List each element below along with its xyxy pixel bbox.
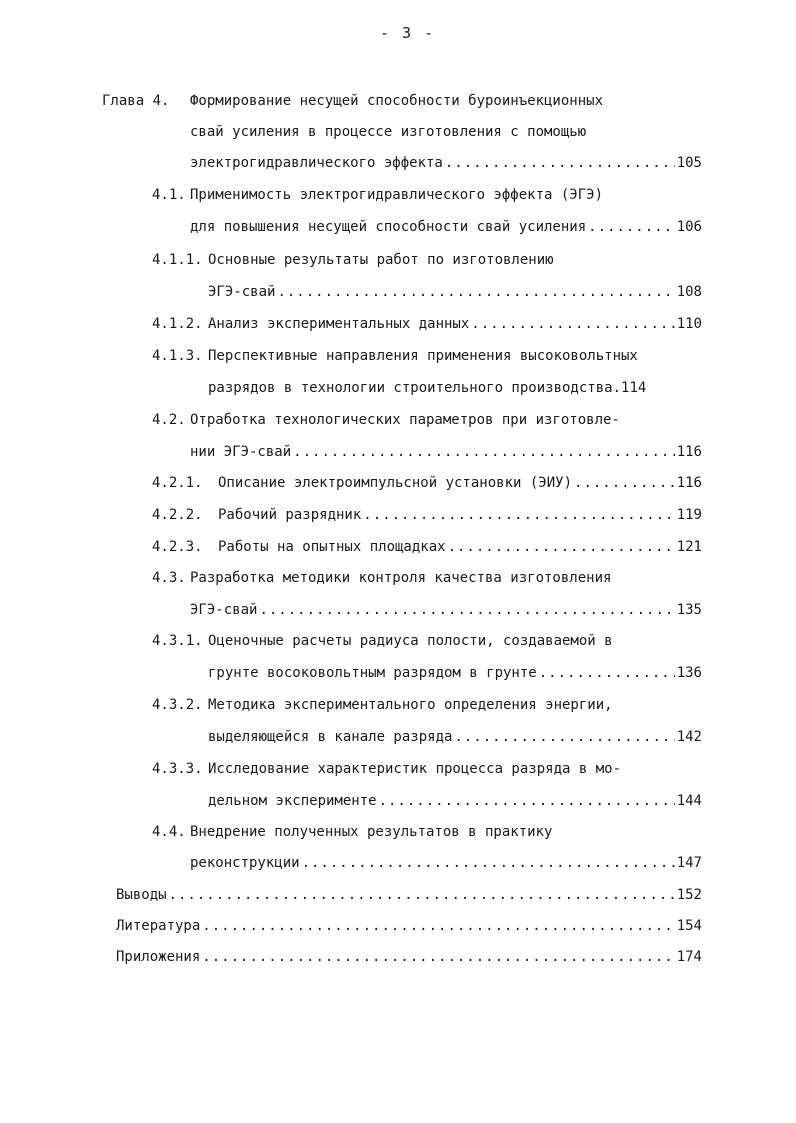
page-ref: 147 bbox=[676, 855, 702, 871]
toc-entry-appendices bbox=[116, 946, 702, 968]
toc-entry-4-3-2 bbox=[208, 726, 702, 748]
section-title-line-1: Основные результаты работ по изготовлению bbox=[208, 252, 554, 268]
dot-leader bbox=[445, 152, 675, 174]
dot-leader bbox=[539, 662, 675, 684]
section-title-line-1: Разработка методики контроля качества изготовления bbox=[190, 570, 612, 586]
section-number: 4.2.3. bbox=[152, 539, 203, 555]
page-ref: 174 bbox=[676, 949, 702, 965]
appendices-label: Приложения bbox=[116, 949, 201, 965]
dot-leader bbox=[202, 946, 674, 968]
section-title-line-2: выделяющейся в канале разряда bbox=[208, 729, 453, 745]
section-title-line-2: реконструкции bbox=[190, 855, 300, 871]
dot-leader bbox=[471, 313, 674, 335]
section-title-line-2: нии ЭГЭ-свай bbox=[190, 444, 292, 460]
dot-leader bbox=[448, 536, 675, 558]
dot-leader bbox=[454, 726, 674, 748]
dot-leader bbox=[302, 852, 675, 874]
chapter-title-line-1: Формирование несущей способности буроинъекционных bbox=[190, 93, 604, 109]
literature-label: Литература bbox=[116, 918, 201, 934]
page-ref: 154 bbox=[676, 918, 702, 934]
chapter-label: Глава 4. bbox=[102, 93, 170, 109]
dot-leader bbox=[259, 599, 674, 621]
toc-entry-4-2-3 bbox=[218, 536, 702, 558]
page-ref: 105 bbox=[676, 155, 702, 171]
section-number: 4.1.1. bbox=[152, 252, 203, 268]
section-title: Рабочий разрядник bbox=[218, 507, 362, 523]
dot-leader bbox=[379, 790, 675, 812]
toc-entry-4-2-1 bbox=[218, 472, 702, 494]
section-number: 4.1.3. bbox=[152, 348, 203, 364]
conclusions-label: Выводы bbox=[116, 887, 167, 903]
section-title-line-1: Исследование характеристик процесса разряда в мо- bbox=[208, 761, 622, 777]
dot-leader bbox=[363, 504, 674, 526]
dot-leader bbox=[169, 884, 675, 906]
section-number: 4.2. bbox=[152, 412, 186, 428]
section-number: 4.1.2. bbox=[152, 316, 203, 332]
section-title-line-2: ЭГЭ-свай bbox=[190, 602, 258, 618]
section-number: 4.2.2. bbox=[152, 507, 203, 523]
section-title-line-1: Оценочные расчеты радиуса полости, создаваемой в bbox=[208, 633, 613, 649]
section-number: 4.1. bbox=[152, 187, 186, 203]
toc-entry-4-2-2 bbox=[218, 504, 702, 526]
page-ref: 136 bbox=[676, 665, 702, 681]
section-title-line-1: Методика экспериментального определения энергии, bbox=[208, 697, 613, 713]
toc-entry-4-1-3 bbox=[208, 377, 702, 399]
page-ref: 152 bbox=[676, 887, 702, 903]
toc-entry-4-1 bbox=[190, 216, 702, 238]
section-title: Анализ экспериментальных данных bbox=[208, 316, 470, 332]
section-number: 4.3.1. bbox=[152, 633, 203, 649]
toc-entry-ch4 bbox=[190, 152, 702, 174]
page-ref: 116 bbox=[676, 444, 702, 460]
section-number: 4.3. bbox=[152, 570, 186, 586]
section-title-line-2: для повышения несущей способности свай усиления bbox=[190, 219, 587, 235]
page-number: - 3 - bbox=[380, 24, 436, 42]
section-title: Работы на опытных площадках bbox=[218, 539, 446, 555]
page-ref: 144 bbox=[676, 793, 702, 809]
section-title-line-2: разрядов в технологии строительного производства. bbox=[208, 380, 622, 396]
toc-entry-4-3 bbox=[190, 599, 702, 621]
section-title-line-2: ЭГЭ-свай bbox=[208, 284, 276, 300]
section-title-line-1: Применимость электрогидравлического эффекта (ЭГЭ) bbox=[190, 187, 604, 203]
toc-entry-4-3-1 bbox=[208, 662, 702, 684]
page-ref: 106 bbox=[676, 219, 702, 235]
dot-leader bbox=[588, 216, 675, 238]
page-ref: 142 bbox=[676, 729, 702, 745]
chapter-title-line-3: электрогидравлического эффекта bbox=[190, 155, 443, 171]
dot-leader bbox=[293, 441, 675, 463]
page-ref: 135 bbox=[676, 602, 702, 618]
page-ref: 110 bbox=[676, 316, 702, 332]
section-number: 4.2.1. bbox=[152, 475, 203, 491]
toc-entry-4-1-1 bbox=[208, 281, 702, 303]
section-title: Описание электроимпульсной установки (ЭИУ) bbox=[218, 475, 573, 491]
section-title-line-1: Отработка технологических параметров при изготовле- bbox=[190, 412, 620, 428]
section-number: 4.3.2. bbox=[152, 697, 203, 713]
page-ref: 121 bbox=[676, 539, 702, 555]
toc-entry-literature bbox=[116, 915, 702, 937]
toc-entry-4-4 bbox=[190, 852, 702, 874]
toc-entry-4-3-3 bbox=[208, 790, 702, 812]
toc-entry-conclusions bbox=[116, 884, 702, 906]
dot-leader bbox=[277, 281, 674, 303]
chapter-title-line-2: свай усиления в процессе изготовления с помощью bbox=[190, 124, 587, 140]
page-ref: 114 bbox=[621, 380, 647, 396]
section-number: 4.4. bbox=[152, 824, 186, 840]
dot-leader bbox=[574, 472, 675, 494]
page-ref: 119 bbox=[676, 507, 702, 523]
section-title-line-2: грунте восоковольтным разрядом в грунте bbox=[208, 665, 537, 681]
section-title-line-2: дельном эксперименте bbox=[208, 793, 377, 809]
page-ref: 108 bbox=[676, 284, 702, 300]
page-ref: 116 bbox=[676, 475, 702, 491]
toc-entry-4-2 bbox=[190, 441, 702, 463]
section-number: 4.3.3. bbox=[152, 761, 203, 777]
section-title-line-1: Внедрение полученных результатов в практику bbox=[190, 824, 553, 840]
toc-entry-4-1-2 bbox=[208, 313, 702, 335]
dot-leader bbox=[202, 915, 674, 937]
section-title-line-1: Перспективные направления применения высоковольтных bbox=[208, 348, 638, 364]
